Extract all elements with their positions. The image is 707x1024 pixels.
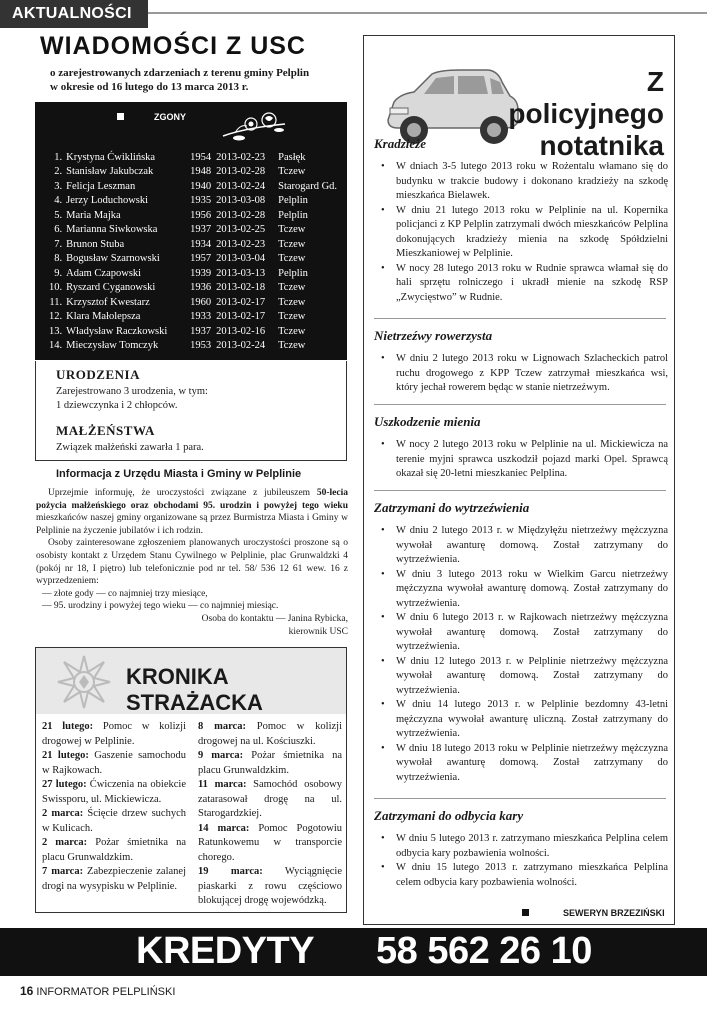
death-place: Tczew [278,296,306,308]
police-signature-name: SEWERYN BRZEZIŃSKI [563,908,665,918]
death-row [49,165,337,180]
fire-entry-text: Pomoc w kolizji drogowej na ul. Kościuszki. [198,721,342,747]
death-date: 2013-02-17 [216,296,266,308]
usc-title: WIADOMOŚCI Z USC [40,32,306,60]
death-row [49,310,337,325]
police-section-heading: Nietrzeźwy rowerzysta [374,328,493,343]
police-report-item: • W dniu 21 lutego 2013 roku w Pelplinie na ul. Kopernika policjanci z KP Pelplin zatrzymali dwóch mieszkańców Pelplina dokonujących kradzieży mienia na szkodę Spółdzielni Mieszkaniowej w Pelplinie. [374,204,668,262]
death-row [49,339,337,354]
death-name: Władysław Raczkowski [66,325,168,337]
death-name: Maria Majka [66,209,121,221]
police-section [374,414,668,482]
fire-entry [198,720,342,749]
deaths-heading-label: ZGONY [154,112,187,122]
death-name: Adam Czapowski [66,267,142,279]
fire-entry-date: 21 lutego: [42,750,89,761]
death-number: 12. [49,311,63,323]
info-paragraph-2: Osoby zainteresowane zgłoszeniem planowanych uroczystości proszone są o osobisty kontakt z Urzędem Stanu Cywilnego w Pelplinie, plac Grunwaldzki 4 (pokój nr 18, I piętro) lub telefonicznie pod nr tel. 58/ 536 12 61 wew. 16 z wyprzedzeniem: [36,538,348,587]
police-section-list [374,832,668,890]
deaths-table [49,150,337,353]
police-report-item: • W dniu 12 lutego 2013 r. w Pelplinie nietrzeźwy mężczyzna wywołał awanturę domową. Został zatrzymany do wytrzeźwienia. [374,655,668,699]
death-place: Pelplin [278,209,308,221]
death-birth-year: 1956 [190,209,212,221]
death-birth-year: 1933 [190,311,212,323]
death-place: Tczew [278,311,306,323]
death-row [49,223,337,238]
fire-entry-date: 27 lutego: [42,779,87,790]
death-number: 6. [54,224,63,236]
police-box [363,35,675,925]
police-report-item: • W dniach 3-5 lutego 2013 roku w Rożentalu włamano się do budynku w trakcie budowy i dokonano kradzieży na szkodę mieszkańca Bielawek. [374,160,668,204]
police-title-line1: Z policyjnego [508,66,664,129]
death-place: Tczew [278,340,306,352]
fire-entry-date: 14 marca: [198,822,250,834]
fire-entry-date: 7 marca: [42,866,84,877]
births-marriages-box [35,361,347,461]
fire-entry [42,778,186,807]
usc-subtitle [50,66,350,94]
police-report-item: • W dniu 2 lutego 2013 r. w Międzyłężu nietrzeźwy mężczyzna wywołał awanturę domową. Został zatrzymany do wytrzeźwienia. [374,524,668,568]
section-tab: AKTUALNOŚCI [0,0,148,28]
births-line2: 1 dziewczynka i 2 chłopców. [56,400,178,411]
death-name: Ryszard Cyganowski [66,282,156,294]
police-report-item: • W dniu 5 lutego 2013 r. zatrzymano mieszkańca Pelplina celem odbycia kary pozbawienia wolności. [374,832,668,861]
police-report-item: • W dniu 6 lutego 2013 r. w Rajkowach nietrzeźwy mężczyzna wywołał awanturę domową. Został zatrzymany do wytrzeźwienia. [374,611,668,655]
death-place: Pelplin [278,195,308,207]
death-date: 2013-02-16 [216,325,266,337]
marriages-text: Związek małżeński zawarła 1 para. [56,442,204,453]
info-p1-bold: 50-lecia pożycia małżeńskiego oraz obchodami 95. urodzin i powyżej tego wieku [36,488,348,511]
death-row [49,252,337,267]
police-title-line2: notatnika [539,130,664,161]
square-bullet-icon [522,909,529,916]
fire-header [36,648,346,714]
death-date: 2013-03-04 [216,253,266,265]
death-birth-year: 1935 [190,195,212,207]
section-divider [374,318,666,319]
usc-subtitle-line2: w okresie od 16 lutego do 13 marca 2013 r. [50,81,249,93]
fire-title: KRONIKA STRAŻACKA [126,664,263,715]
info-item-1: — złote gody — co najmniej trzy miesiące, [42,588,208,599]
death-place: Tczew [278,253,306,265]
usc-subtitle-line1: o zarejestrowanych zdarzeniach z terenu gminy Pelplin [50,67,310,79]
flowers-icon [215,106,295,146]
death-row [49,324,337,339]
death-date: 2013-02-23 [216,238,266,250]
fire-entry-text: Wyciągnięcie piaskarki z rowu częściowo blokującej drogę wojewódzką. [198,866,342,906]
police-report-item: • W dniu 3 lutego 2013 roku w Wielkim Garcu nietrzeźwy mężczyzna wywołał awanturę domową. Został zatrzymany do wytrzeźwienia. [374,568,668,612]
section-divider [374,404,666,405]
police-report-item: • W nocy 2 lutego 2013 roku w Pelplinie na ul. Mickiewicza na terenie myjni sprawca uszkodził pojazd marki Opel. Sprawcą okazał się 20-letni mieszkaniec Pelplina. [374,438,668,482]
death-row [49,295,337,310]
death-name: Stanisław Jakubczak [66,166,154,178]
death-row [49,179,337,194]
death-row [49,150,337,165]
fire-entry [42,807,186,836]
death-date: 2013-02-28 [216,166,266,178]
police-section [374,136,668,305]
deaths-heading [117,112,186,122]
death-date: 2013-02-24 [216,340,266,352]
death-number: 14. [49,340,63,352]
fire-entry-text: Zabezpieczenie zalanej drogi na wysypisku w Pelplinie. [42,866,186,892]
fire-column-left [42,720,186,894]
death-name: Krzysztof Kwestarz [66,296,150,308]
police-section-heading: Zatrzymani do wytrzeźwienia [374,500,530,515]
death-name: Krystyna Ćwiklińska [66,151,156,163]
police-section-list [374,438,668,482]
death-row [49,281,337,296]
fire-entry-date: 8 marca: [198,721,246,732]
fire-entry-text: Pomoc w kolizji drogowej w Pelplinie. [42,721,186,747]
death-number: 10. [49,282,63,294]
police-report-item: • W dniu 14 lutego 2013 r. w Pelplinie bezdomny 43-letni mężczyzna wywołał awanturę uliczną. Został zatrzymany do wytrzeźwienia. [374,698,668,742]
info-body [36,487,348,638]
fire-entry-text: Pożar śmietnika na placu Grunwaldzkim. [42,837,186,863]
death-name: Brunon Stuba [66,238,125,250]
death-birth-year: 1948 [190,166,212,178]
publication-name: INFORMATOR PELPLIŃSKI [36,986,176,998]
deaths-box [35,102,347,360]
fire-entry-date: 19 marca: [198,866,263,877]
death-place: Pasłęk [278,151,306,163]
death-number: 2. [54,166,63,178]
death-name: Jerzy Loduchowski [66,195,149,207]
fire-entry [198,778,342,822]
info-signature-1: Osoba do kontaktu — Janina Rybicka, [201,613,348,624]
death-row [49,194,337,209]
fire-entry-text: Pożar śmietnika na placu Grunwaldzkim. [198,750,342,776]
police-section-heading: Kradzieże [374,136,426,151]
death-place: Starogard Gd. [278,180,338,192]
death-date: 2013-03-13 [216,267,266,279]
death-birth-year: 1939 [190,267,212,279]
fire-entry [198,865,342,909]
death-number: 13. [49,325,63,337]
death-number: 8. [54,253,63,265]
death-birth-year: 1940 [190,180,212,192]
death-place: Pelplin [278,267,308,279]
fire-chronicle-box [35,647,347,913]
death-number: 1. [54,151,63,163]
police-section-list [374,352,668,396]
info-paragraph-1 [36,487,348,537]
police-section-heading: Uszkodzenie mienia [374,414,481,429]
info-title: Informacja z Urzędu Miasta i Gminy w Pelplinie [56,468,302,480]
fire-entry-text: Pomoc Pogotowiu Ratunkowemu w transporcie chorego. [198,822,342,863]
fire-entry [42,865,186,894]
fire-entry-text: Gaszenie samochodu w Rajkowach. [42,750,186,776]
top-rule [148,12,707,14]
death-date: 2013-02-18 [216,282,266,294]
death-place: Tczew [278,325,306,337]
fire-entry-date: 21 lutego: [42,721,94,732]
police-section [374,808,668,890]
death-number: 4. [54,195,63,207]
fire-brigade-emblem-icon [54,652,114,712]
death-place: Tczew [278,238,306,250]
police-section [374,328,668,396]
page-number: 16 [20,984,34,998]
death-birth-year: 1960 [190,296,212,308]
death-row [49,266,337,281]
fire-entry [42,836,186,865]
ad-phone: 58 562 26 10 [376,930,592,972]
death-number: 11. [49,296,63,308]
police-section-heading: Zatrzymani do odbycia kary [374,808,524,823]
ad-band [0,928,707,976]
police-report-item: • W nocy 28 lutego 2013 roku w Rudnie sprawca włamał się do hali sprzętu rolniczego i ukradł mienie na szkodę RSP „Zwycięstwo” w Rudnie. [374,262,668,306]
police-section-list [374,160,668,305]
police-section [374,500,668,785]
births-heading: URODZENIA [56,367,140,382]
fire-entry-text: Samochód osobowy zatarasował drogę na ul. Starogardzkiej. [198,779,343,819]
death-place: Tczew [278,282,306,294]
info-item-2: — 95. urodziny i powyżej tego wieku — co najmniej miesiąc. [42,601,279,612]
death-number: 9. [54,267,63,279]
fire-entry-date: 2 marca: [42,808,84,819]
death-birth-year: 1957 [190,253,212,265]
death-date: 2013-02-23 [216,151,266,163]
death-row [49,237,337,252]
death-name: Felicja Leszman [66,180,136,192]
fire-column-right [198,720,342,909]
fire-entry [198,749,342,778]
death-birth-year: 1937 [190,325,212,337]
police-report-item: • W dniu 15 lutego 2013 r. zatrzymano mieszkańca Pelplina celem odbycia kary pozbawienia wolności. [374,861,668,890]
births-line1: Zarejestrowano 3 urodzenia, w tym: [56,386,208,397]
death-number: 5. [54,209,63,221]
death-date: 2013-02-17 [216,311,266,323]
death-name: Klara Małolepsza [66,311,141,323]
fire-entry-date: 11 marca: [198,779,247,790]
death-name: Marianna Siwkowska [66,224,158,236]
info-p1-end: mieszkańców naszej gminy organizowane są przez Burmistrza Miasta i Gminy w Pelplinie na życzenie jubilatów i ich rodzin. [36,513,348,536]
death-date: 2013-02-24 [216,180,266,192]
section-divider [374,490,666,491]
ad-word: KREDYTY [136,930,315,972]
death-date: 2013-02-25 [216,224,266,236]
square-bullet-icon [117,113,124,120]
police-report-item: • W dniu 18 lutego 2013 roku w Pelplinie nietrzeźwy mężczyzna wywołał awanturę domową. Został zatrzymany do wytrzeźwienia. [374,742,668,786]
death-birth-year: 1936 [190,282,212,294]
info-p1-start: Uprzejmie informuję, że uroczystości związane z jubileuszem [48,488,317,498]
page-footer [20,984,175,998]
fire-entry-text: Ścięcie drzew suchych w Kulicach. [42,808,186,834]
section-divider [374,798,666,799]
death-name: Mieczysław Tomczyk [66,340,159,352]
police-section-list [374,524,668,785]
death-name: Bogusław Szarnowski [66,253,160,265]
info-signature-2: kierownik USC [288,626,348,637]
death-number: 7. [54,238,63,250]
fire-entry [42,749,186,778]
fire-entry-date: 9 marca: [198,750,244,761]
fire-entry-date: 2 marca: [42,837,88,848]
death-place: Tczew [278,224,306,236]
marriages-heading: MAŁŻEŃSTWA [56,423,155,438]
fire-entry [42,720,186,749]
death-birth-year: 1934 [190,238,212,250]
death-place: Tczew [278,166,306,178]
death-date: 2013-02-28 [216,209,266,221]
death-row [49,208,337,223]
police-signature [522,908,665,918]
police-report-item: • W dniu 2 lutego 2013 roku w Lignowach Szlacheckich patrol ruchu drogowego z KPP Tczew zatrzymał mieszkańca wsi, który jechał rowerem będąc w stanie nietrzeźwym. [374,352,668,396]
fire-entry [198,822,342,866]
death-number: 3. [54,180,63,192]
death-date: 2013-03-08 [216,195,266,207]
death-birth-year: 1937 [190,224,212,236]
fire-entry-text: Ćwiczenia na obiekcie Swissporu, ul. Mickiewicza. [42,779,186,805]
death-birth-year: 1953 [190,340,212,352]
death-birth-year: 1954 [190,151,212,163]
